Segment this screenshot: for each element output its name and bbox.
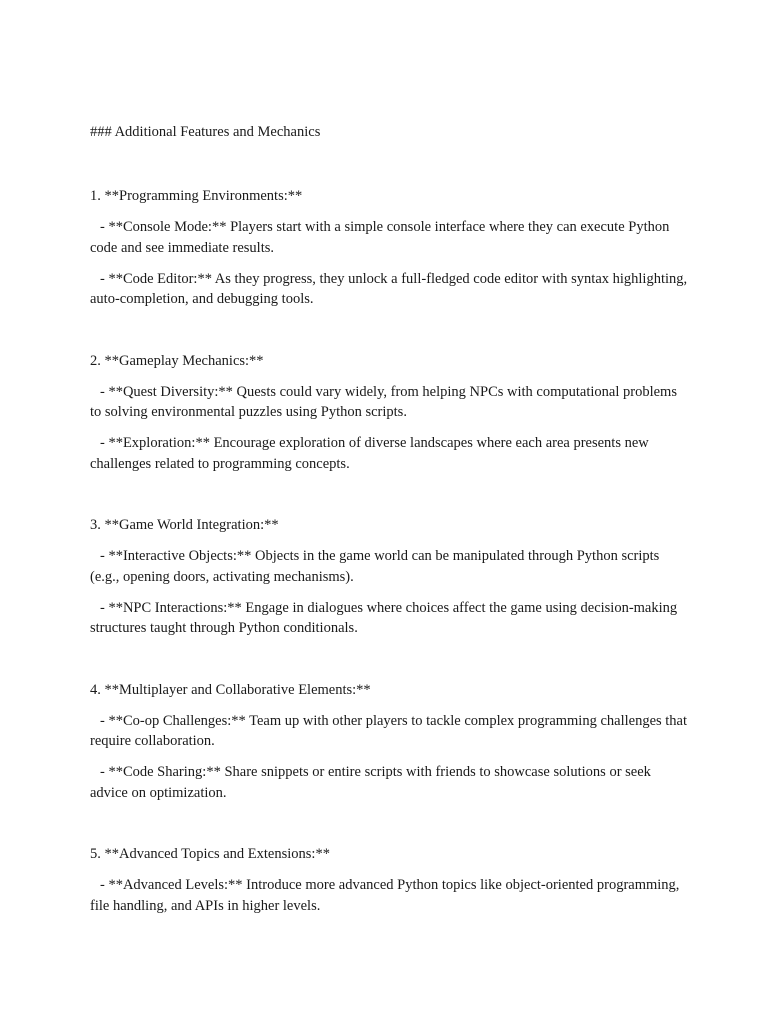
section-advanced-topics: [90, 844, 690, 916]
section-heading: 1. **Programming Environments:**: [90, 188, 303, 204]
bullet-text: - **Exploration:** Encourage exploration of diverse landscapes where each area presents new challenges related to programming concepts.: [90, 435, 649, 472]
bullet-text: - **Console Mode:** Players start with a simple console interface where they can execute Python code and see immediate results.: [90, 219, 670, 256]
section-game-world-integration: [90, 515, 690, 639]
bullet-item: [90, 546, 690, 587]
section-programming-environments: [90, 186, 690, 310]
section-multiplayer-collaborative: [90, 680, 690, 804]
bullet-item: [90, 433, 690, 474]
bullet-item: [90, 382, 690, 423]
bullet-item: [90, 875, 690, 916]
bullet-text: - **Interactive Objects:** Objects in the game world can be manipulated through Python scripts (e.g., opening doors, activating mechanisms).: [90, 548, 660, 585]
section-heading: 4. **Multiplayer and Collaborative Elements:**: [90, 681, 371, 698]
bullet-text: - **Co-op Challenges:** Team up with other players to tackle complex programming challenges that require collaboration.: [90, 712, 688, 749]
bullet-text: - **Code Editor:** As they progress, they unlock a full-fledged code editor with syntax highlighting, auto-completion, and debugging tools.: [90, 270, 688, 307]
section-gameplay-mechanics: [90, 351, 690, 475]
bullet-item: [90, 762, 690, 803]
bullet-text: - **Code Sharing:** Share snippets or entire scripts with friends to showcase solutions or seek advice on optimization.: [90, 764, 651, 801]
section-heading: 2. **Gameplay Mechanics:**: [90, 352, 264, 369]
section-heading: 3. **Game World Integration:**: [90, 517, 279, 533]
bullet-text: - **Quest Diversity:** Quests could vary widely, from helping NPCs with computational problems to solving environmental puzzles using Python scripts.: [90, 383, 677, 420]
bullet-text: - **NPC Interactions:** Engage in dialogues where choices affect the game using decision-making structures taught through Python conditionals.: [90, 599, 678, 636]
bullet-item: [90, 598, 690, 639]
document-content: [90, 122, 690, 957]
bullet-item: [90, 217, 690, 258]
section-heading: 5. **Advanced Topics and Extensions:**: [90, 846, 330, 862]
document-heading: ### Additional Features and Mechanics: [90, 124, 321, 140]
bullet-item: [90, 711, 690, 752]
bullet-item: [90, 269, 690, 310]
bullet-text: - **Advanced Levels:** Introduce more advanced Python topics like object-oriented programming, file handling, and APIs in higher levels.: [90, 877, 680, 914]
